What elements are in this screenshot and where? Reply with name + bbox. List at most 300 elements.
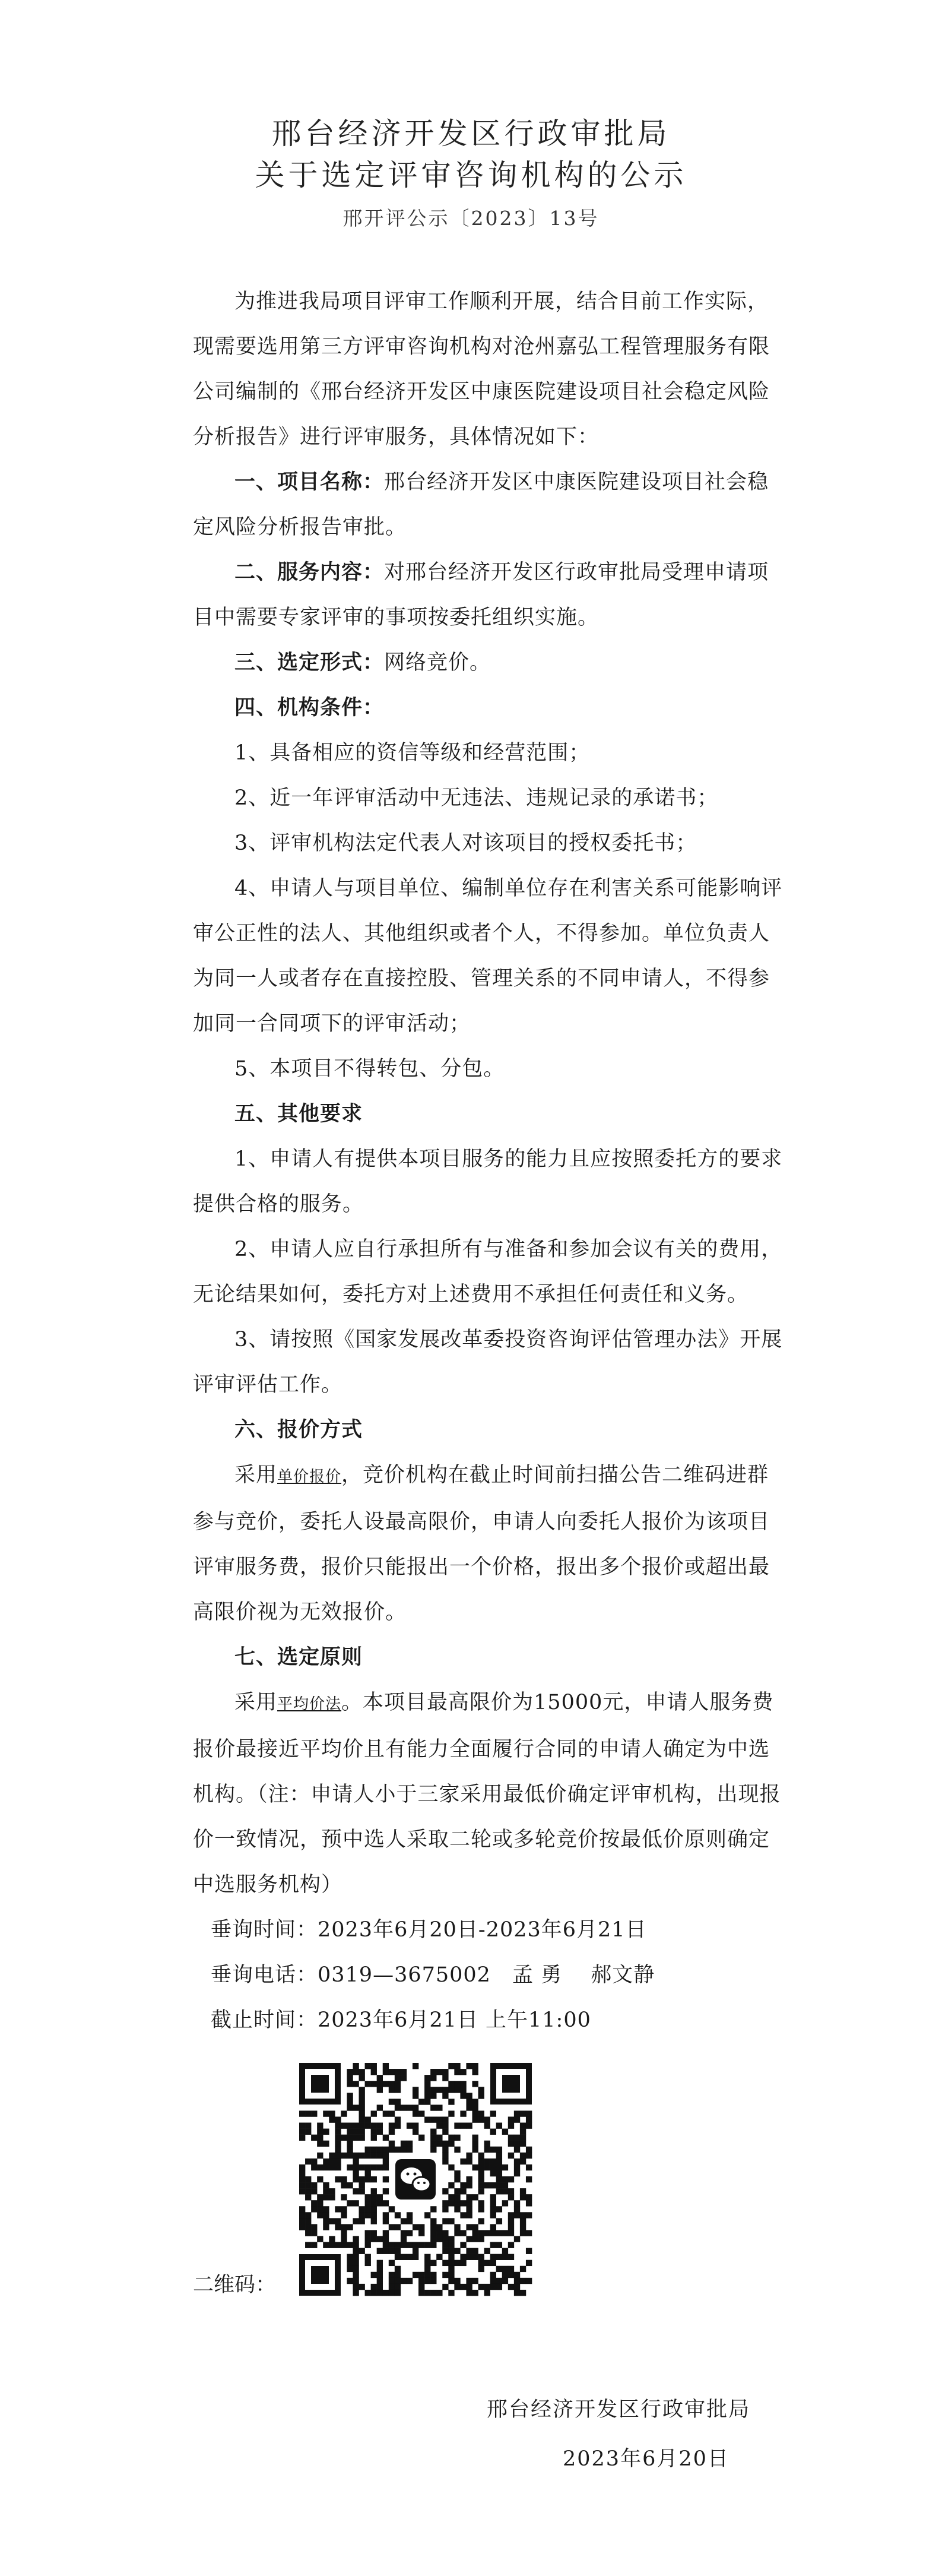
qr-module xyxy=(413,2105,418,2110)
qr-module xyxy=(311,2230,317,2236)
qr-module xyxy=(508,2176,514,2182)
qr-module xyxy=(442,2093,448,2099)
qr-module xyxy=(407,2218,413,2224)
qr-module xyxy=(305,2176,311,2182)
qr-module xyxy=(478,2254,484,2260)
qr-module xyxy=(490,2200,496,2206)
qr-module xyxy=(430,2116,436,2122)
qr-module xyxy=(341,2212,347,2218)
qr-module xyxy=(520,2194,526,2200)
qr-module xyxy=(484,2290,490,2296)
qr-module xyxy=(520,2212,526,2218)
qr-module xyxy=(347,2069,353,2075)
qr-module xyxy=(508,2153,514,2159)
qr-module xyxy=(347,2153,353,2159)
qr-module xyxy=(401,2254,407,2260)
section-heading: 二、服务内容： xyxy=(234,560,385,584)
qr-module xyxy=(526,2123,532,2129)
qr-module xyxy=(359,2087,365,2093)
qr-module xyxy=(448,2087,454,2093)
qr-module xyxy=(389,2141,395,2147)
list-item: 3、请按照《国家发展改革委投资咨询评估管理办法》开展评审评估工作。 xyxy=(193,1328,783,1397)
document-title-line1: 邢台经济开发区行政审批局 xyxy=(271,116,671,151)
qr-module xyxy=(341,2236,347,2242)
qr-module xyxy=(472,2147,478,2153)
qr-module xyxy=(377,2194,383,2200)
qr-module xyxy=(454,2194,460,2200)
qr-module xyxy=(526,2194,532,2200)
qr-module xyxy=(389,2147,395,2153)
qr-module xyxy=(407,2147,413,2153)
qr-module xyxy=(520,2224,526,2230)
qr-module xyxy=(383,2159,389,2164)
qr-module xyxy=(347,2075,353,2081)
qr-module xyxy=(359,2116,365,2122)
qr-module xyxy=(401,2278,407,2284)
qr-module xyxy=(359,2188,365,2194)
qr-module xyxy=(442,2206,448,2212)
qr-module xyxy=(389,2099,395,2105)
qr-module xyxy=(502,2164,508,2170)
qr-module xyxy=(389,2081,395,2087)
qr-module xyxy=(299,2182,305,2188)
qr-module xyxy=(347,2254,353,2260)
qr-module xyxy=(424,2093,430,2099)
qr-label: 二维码： xyxy=(193,2273,277,2297)
qr-module xyxy=(323,2159,329,2164)
qr-module xyxy=(383,2248,389,2254)
qr-module xyxy=(335,2135,341,2141)
qr-module xyxy=(347,2224,353,2230)
qr-module xyxy=(305,2129,311,2135)
qr-module xyxy=(472,2116,478,2122)
list-item: 3、评审机构法定代表人对该项目的授权委托书； xyxy=(234,831,697,855)
qr-module xyxy=(448,2141,454,2147)
qr-module xyxy=(490,2284,496,2290)
qr-module xyxy=(341,2153,347,2159)
qr-module xyxy=(520,2129,526,2135)
qr-module xyxy=(407,2230,413,2236)
qr-module xyxy=(377,2129,383,2135)
qr-module xyxy=(490,2230,496,2236)
qr-module xyxy=(508,2212,514,2218)
qr-module xyxy=(377,2087,383,2093)
qr-module xyxy=(353,2129,359,2135)
qr-module xyxy=(496,2170,502,2176)
qr-module xyxy=(299,2123,305,2129)
qr-module xyxy=(514,2272,520,2278)
qr-module xyxy=(466,2206,472,2212)
qr-module xyxy=(466,2099,472,2105)
qr-module xyxy=(359,2284,365,2290)
qr-module xyxy=(496,2254,502,2260)
list-item: 2、申请人应自行承担所有与准备和参加会议有关的费用，无论结果如何，委托方对上述费用不承担任何责任和义务。 xyxy=(193,1238,783,1306)
qr-module xyxy=(371,2110,377,2116)
qr-module xyxy=(347,2123,353,2129)
qr-module xyxy=(317,2135,323,2141)
intro-paragraph: 为推进我局项目评审工作顺利开展，结合目前工作实际，现需要选用第三方评审咨询机构对沧州嘉弘工程管理服务有限公司编制的《邢台经济开发区中康医院建设项目社会稳定风险分析报告》进行评审服务，具体情况如下： xyxy=(193,290,770,449)
qr-module xyxy=(460,2110,466,2116)
qr-module xyxy=(353,2069,359,2075)
qr-module xyxy=(365,2212,371,2218)
qr-module xyxy=(413,2093,418,2099)
qr-module xyxy=(502,2278,508,2284)
qr-module xyxy=(490,2260,496,2266)
qr-module xyxy=(466,2063,472,2069)
qr-module xyxy=(383,2081,389,2087)
qr-module xyxy=(526,2212,532,2218)
qr-module xyxy=(478,2182,484,2188)
qr-module xyxy=(460,2093,466,2099)
qr-module xyxy=(490,2224,496,2230)
qr-module xyxy=(383,2236,389,2242)
qr-module xyxy=(478,2153,484,2159)
qr-module xyxy=(395,2242,401,2248)
principle-text: 。本项目最高限价为15000元，申请人服务费报价最接近平均价且有能力全面履行合同的申请人确定为中选机构。（注：申请人小于三家采用最低价确定评审机构，出现报价一致情况，预中选人采取二轮或多轮竞价按最低价原则确定中选服务机构） xyxy=(193,1691,781,1897)
section-selection-form xyxy=(193,640,786,685)
qr-module xyxy=(472,2081,478,2087)
quote-method-paragraph xyxy=(193,1452,786,1635)
qr-module xyxy=(365,2153,371,2159)
qr-module xyxy=(389,2129,395,2135)
qr-module xyxy=(359,2153,365,2159)
qr-module xyxy=(341,2123,347,2129)
qr-module xyxy=(418,2278,424,2284)
qr-module xyxy=(502,2188,508,2194)
qr-module xyxy=(430,2141,436,2147)
qr-module xyxy=(377,2236,383,2242)
qr-module xyxy=(448,2218,454,2224)
quote-pre: 采用 xyxy=(234,1463,278,1487)
qr-module xyxy=(430,2105,436,2110)
qr-module xyxy=(418,2242,424,2248)
qr-module xyxy=(466,2194,472,2200)
qr-module xyxy=(472,2141,478,2147)
qr-module xyxy=(526,2110,532,2116)
qr-module xyxy=(383,2153,389,2159)
qr-module xyxy=(460,2284,466,2290)
qr-module xyxy=(526,2260,532,2266)
qr-module xyxy=(514,2290,520,2296)
qr-module xyxy=(442,2129,448,2135)
qr-module xyxy=(347,2182,353,2188)
qr-module xyxy=(484,2123,490,2129)
qr-module xyxy=(377,2272,383,2278)
qr-module xyxy=(490,2110,496,2116)
qr-module xyxy=(490,2278,496,2284)
qr-module xyxy=(377,2075,383,2081)
qr-module xyxy=(430,2218,436,2224)
qr-module xyxy=(353,2236,359,2242)
qr-module xyxy=(526,2248,532,2254)
qr-module xyxy=(484,2260,490,2266)
qr-module xyxy=(323,2212,329,2218)
qr-module xyxy=(484,2164,490,2170)
qr-module xyxy=(377,2164,383,2170)
qr-module xyxy=(395,2069,401,2075)
qr-module xyxy=(520,2110,526,2116)
qr-module xyxy=(424,2272,430,2278)
qr-module xyxy=(448,2200,454,2206)
qr-module xyxy=(490,2129,496,2135)
qr-module xyxy=(359,2182,365,2188)
qr-module xyxy=(490,2164,496,2170)
qr-module xyxy=(371,2135,377,2141)
qr-module xyxy=(353,2135,359,2141)
qr-module xyxy=(389,2272,395,2278)
qr-module xyxy=(418,2224,424,2230)
qr-module xyxy=(341,2242,347,2248)
qr-module xyxy=(365,2254,371,2260)
qr-module xyxy=(389,2123,395,2129)
document-title-line2: 关于选定评审咨询机构的公示 xyxy=(255,158,687,192)
qr-module xyxy=(478,2110,484,2116)
qr-module xyxy=(508,2272,514,2278)
qr-module xyxy=(353,2063,359,2069)
qr-module xyxy=(436,2135,442,2141)
qr-module xyxy=(490,2212,496,2218)
qr-module xyxy=(347,2278,353,2284)
qr-module xyxy=(490,2254,496,2260)
qr-module xyxy=(430,2290,436,2296)
qr-module xyxy=(383,2200,389,2206)
qr-module xyxy=(472,2135,478,2141)
principle-method: 平均价法 xyxy=(277,1695,342,1713)
qr-module xyxy=(353,2272,359,2278)
qr-module xyxy=(490,2206,496,2212)
qr-module xyxy=(305,2194,311,2200)
qr-module xyxy=(424,2075,430,2081)
qr-module xyxy=(323,2110,329,2116)
qr-module xyxy=(478,2116,484,2122)
qr-module xyxy=(460,2260,466,2266)
qr-module xyxy=(371,2129,377,2135)
qr-module xyxy=(442,2200,448,2206)
qr-module xyxy=(442,2284,448,2290)
qr-module xyxy=(502,2200,508,2206)
qr-module xyxy=(407,2278,413,2284)
qr-module xyxy=(490,2242,496,2248)
qr-module xyxy=(371,2153,377,2159)
qr-module xyxy=(472,2254,478,2260)
qr-module xyxy=(466,2248,472,2254)
qr-module xyxy=(436,2069,442,2075)
qr-module xyxy=(383,2212,389,2218)
qr-module xyxy=(478,2236,484,2242)
qr-module xyxy=(430,2069,436,2075)
qr-module xyxy=(502,2248,508,2254)
qr-module xyxy=(371,2230,377,2236)
qr-module xyxy=(359,2105,365,2110)
qr-module xyxy=(395,2278,401,2284)
qr-module xyxy=(317,2129,323,2135)
qr-module xyxy=(466,2153,472,2159)
qr-module xyxy=(478,2176,484,2182)
qr-module xyxy=(508,2141,514,2147)
list-item: 4、申请人与项目单位、编制单位存在利害关系可能影响评审公正性的法人、其他组织或者个人，不得参加。单位负责人为同一人或者存在直接控股、管理关系的不同申请人，不得参加同一合同项下的评审活动； xyxy=(193,876,783,1036)
qr-module xyxy=(365,2176,371,2182)
qr-module xyxy=(299,2129,305,2135)
inquiry-phone: 垂询电话：0319—3675002 孟 勇 郝文静 xyxy=(211,1963,655,1987)
qr-module xyxy=(353,2254,359,2260)
qr-module xyxy=(395,2284,401,2290)
qr-module xyxy=(478,2230,484,2236)
qr-module xyxy=(359,2248,365,2254)
qr-module xyxy=(371,2194,377,2200)
qr-module xyxy=(305,2224,311,2230)
qr-module xyxy=(466,2105,472,2110)
qr-module xyxy=(466,2290,472,2296)
qr-module xyxy=(490,2170,496,2176)
qr-module xyxy=(514,2278,520,2284)
qr-module xyxy=(371,2147,377,2153)
qr-module xyxy=(377,2248,383,2254)
qr-module xyxy=(502,2254,508,2260)
qr-module xyxy=(484,2159,490,2164)
qr-module xyxy=(478,2284,484,2290)
qr-module xyxy=(371,2081,377,2087)
qr-module xyxy=(514,2116,520,2122)
qr-module xyxy=(442,2087,448,2093)
qr-module xyxy=(484,2182,490,2188)
qr-module xyxy=(359,2164,365,2170)
qr-module xyxy=(353,2105,359,2110)
qr-module xyxy=(520,2278,526,2284)
qr-module xyxy=(305,2159,311,2164)
qr-module xyxy=(472,2110,478,2116)
qr-module xyxy=(305,2182,311,2188)
qr-module xyxy=(377,2081,383,2087)
qr-module xyxy=(371,2063,377,2069)
qr-module xyxy=(395,2075,401,2081)
qr-module xyxy=(389,2278,395,2284)
qr-module xyxy=(508,2194,514,2200)
qr-module xyxy=(395,2123,401,2129)
qr-module xyxy=(389,2248,395,2254)
qr-module xyxy=(472,2063,478,2069)
qr-module xyxy=(329,2159,335,2164)
qr-module xyxy=(329,2116,335,2122)
qr-module xyxy=(365,2230,371,2236)
section-service-content xyxy=(193,550,786,640)
qr-module xyxy=(389,2224,395,2230)
qr-module xyxy=(460,2069,466,2075)
qr-module xyxy=(520,2290,526,2296)
qr-module xyxy=(359,2129,365,2135)
qr-module xyxy=(365,2206,371,2212)
qr-module xyxy=(365,2147,371,2153)
qr-module xyxy=(365,2116,371,2122)
qr-module xyxy=(520,2218,526,2224)
qr-module xyxy=(466,2236,472,2242)
qr-module xyxy=(335,2224,341,2230)
qr-module xyxy=(311,2164,317,2170)
qr-module xyxy=(508,2135,514,2141)
qr-module xyxy=(478,2093,484,2099)
qr-module xyxy=(299,2135,305,2141)
qr-module xyxy=(436,2087,442,2093)
qr-module xyxy=(526,2176,532,2182)
qr-module xyxy=(413,2224,418,2230)
qr-module xyxy=(401,2141,407,2147)
qr-module xyxy=(454,2069,460,2075)
qr-module xyxy=(520,2159,526,2164)
qr-module xyxy=(311,2242,317,2248)
qr-module xyxy=(478,2260,484,2266)
qr-module xyxy=(359,2099,365,2105)
qr-module xyxy=(472,2236,478,2242)
qr-module xyxy=(371,2272,377,2278)
qr-module xyxy=(520,2135,526,2141)
qr-module xyxy=(460,2123,466,2129)
qr-module xyxy=(401,2230,407,2236)
qr-module xyxy=(353,2159,359,2164)
qr-module xyxy=(395,2266,401,2272)
qr-module xyxy=(323,2182,329,2188)
qr-module xyxy=(347,2105,353,2110)
qr-module xyxy=(335,2242,341,2248)
signature-date: 2023年6月20日 xyxy=(563,2447,730,2471)
qr-module xyxy=(377,2105,383,2110)
qr-module xyxy=(454,2200,460,2206)
qr-module xyxy=(299,2170,305,2176)
qr-module xyxy=(460,2188,466,2194)
qr-module xyxy=(401,2236,407,2242)
list-item: 1、具备相应的资信等级和经营范围； xyxy=(234,741,591,765)
qr-module xyxy=(430,2147,436,2153)
qr-module xyxy=(454,2176,460,2182)
qr-module xyxy=(418,2230,424,2236)
qr-module xyxy=(317,2153,323,2159)
qr-module xyxy=(353,2176,359,2182)
qr-finder-top-right xyxy=(490,2063,532,2105)
qr-module xyxy=(454,2081,460,2087)
qr-module xyxy=(401,2242,407,2248)
qr-module xyxy=(383,2242,389,2248)
qr-module xyxy=(413,2248,418,2254)
qr-module xyxy=(484,2116,490,2122)
qr-module xyxy=(365,2170,371,2176)
qr-module xyxy=(317,2236,323,2242)
qr-module xyxy=(383,2147,389,2153)
qr-module xyxy=(305,2218,311,2224)
qr-module xyxy=(466,2278,472,2284)
qr-module xyxy=(478,2218,484,2224)
qr-module xyxy=(311,2188,317,2194)
qr-code[interactable] xyxy=(291,2055,540,2304)
qr-module xyxy=(395,2248,401,2254)
qr-module xyxy=(496,2159,502,2164)
qr-module xyxy=(347,2242,353,2248)
qr-module xyxy=(395,2087,401,2093)
qr-module xyxy=(347,2266,353,2272)
qr-module xyxy=(448,2063,454,2069)
qr-module xyxy=(448,2182,454,2188)
qr-module xyxy=(484,2147,490,2153)
qr-module xyxy=(401,2218,407,2224)
qr-module xyxy=(389,2290,395,2296)
qr-module xyxy=(329,2218,335,2224)
qr-module xyxy=(442,2069,448,2075)
qr-module xyxy=(472,2164,478,2170)
qr-module xyxy=(299,2164,305,2170)
qr-module xyxy=(520,2123,526,2129)
qr-module xyxy=(401,2069,407,2075)
section-text: 网络竞价。 xyxy=(384,651,491,675)
qr-module xyxy=(371,2188,377,2194)
qr-module xyxy=(383,2188,389,2194)
qr-module xyxy=(508,2188,514,2194)
